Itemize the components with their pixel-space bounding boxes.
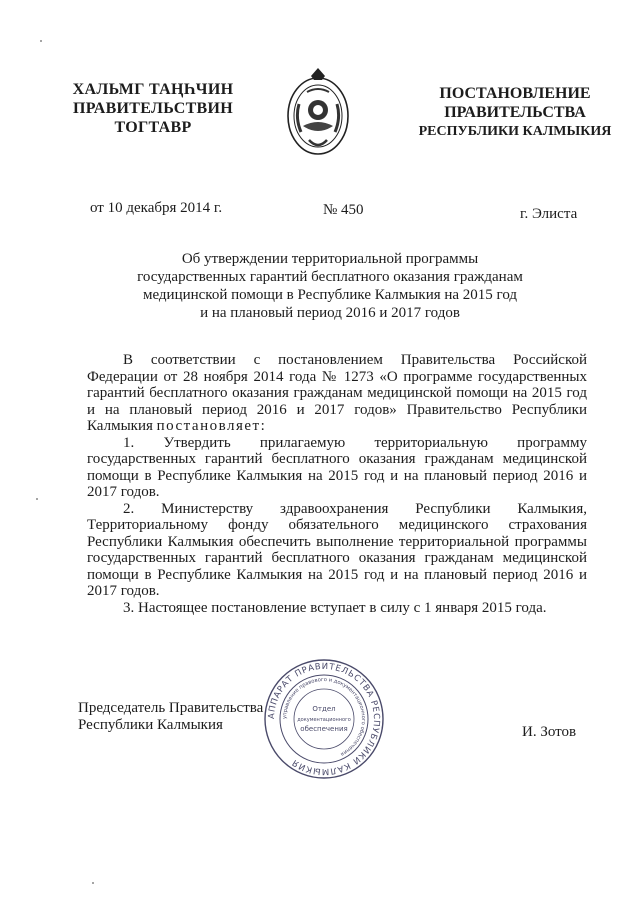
scan-speck [36,498,38,500]
header-right-line-1: ПОСТАНОВЛЕНИЕ [439,85,591,102]
coat-of-arms-icon [285,66,351,158]
signatory-position [78,700,263,734]
header-left-block [58,80,248,137]
title-line-3: медицинской помощи в Республике Калмыкия на 2015 год [142,287,518,303]
header-left-line-1: ХАЛЬМГ ТАҢҺЧИН [72,81,234,98]
position-line-2: Республики Калмыкия [78,717,223,733]
title-line-2: государственных гарантий бесплатного оказания гражданам [137,269,523,285]
position-line-1: Председатель Правительства [78,700,264,716]
title-line-4: и на плановый период 2016 и 2017 годов [200,305,460,321]
signatory-name: И. Зотов [522,724,577,740]
seal-middle-text: управление правового и документационного обеспечения [281,676,367,757]
document-body [87,352,587,616]
header-left-line-2: ПРАВИТЕЛЬСТВИН [72,100,234,117]
seal-center-line-2: документационного [297,717,351,723]
official-seal [262,657,386,781]
seal-center-line-3: обеспечения [300,725,348,733]
intro-paragraph [87,352,587,435]
header-right-block [410,84,620,141]
item-1: 1. Утвердить прилагаемую территориальную программу государственных гарантий бесплатного оказания гражданам медицинской помощи в Республике Калмыкия на 2015 год и на плановый период 2016 и 2017 годов. [87,434,587,500]
item-3: 3. Настоящее постановление вступает в силу с 1 января 2015 года. [123,599,547,616]
resolves-word: постановляет: [156,418,267,434]
document-date: от 10 декабря 2014 г. [90,200,223,216]
title-line-1: Об утверждении территориальной программы [181,251,479,267]
seal-center-line-1: Отдел [312,705,336,713]
header-right-line-3: РЕСПУБЛИКИ КАЛМЫКИЯ [418,124,612,139]
seal-outer-text: АППАРАТ ПРАВИТЕЛЬСТВА РЕСПУБЛИКИ КАЛМЫКИЯ [266,661,382,777]
scan-speck [92,882,94,884]
document-title [120,250,540,322]
scan-speck [40,40,42,42]
item-2: 2. Министерству здравоохранения Республики Калмыкия, Территориальному фонду обязательного медицинского страхования Республики Калмыкия обеспечить выполнение территориальной программы государственных гарантий бесплатного оказания гражданам медицинской помощи в Республике Калмыкия на 2015 год и на плановый период 2016 и 2017 годов. [87,500,587,599]
document-city: г. Элиста [520,206,578,222]
header-right-line-2: ПРАВИТЕЛЬСТВА [444,104,586,121]
intro-text: В соответствии с постановлением Правительства Российской Федерации от 28 ноября 2014 года № 1273 «О программе государственных гарантий бесплатного оказания гражданам медицинской помощи на 2015 год и на плановый период 2016 и 2017 годов» Правительство Республики Калмыкия [87,352,587,434]
document-number: № 450 [323,202,364,218]
header-left-line-3: ТОГТАВР [114,119,192,136]
